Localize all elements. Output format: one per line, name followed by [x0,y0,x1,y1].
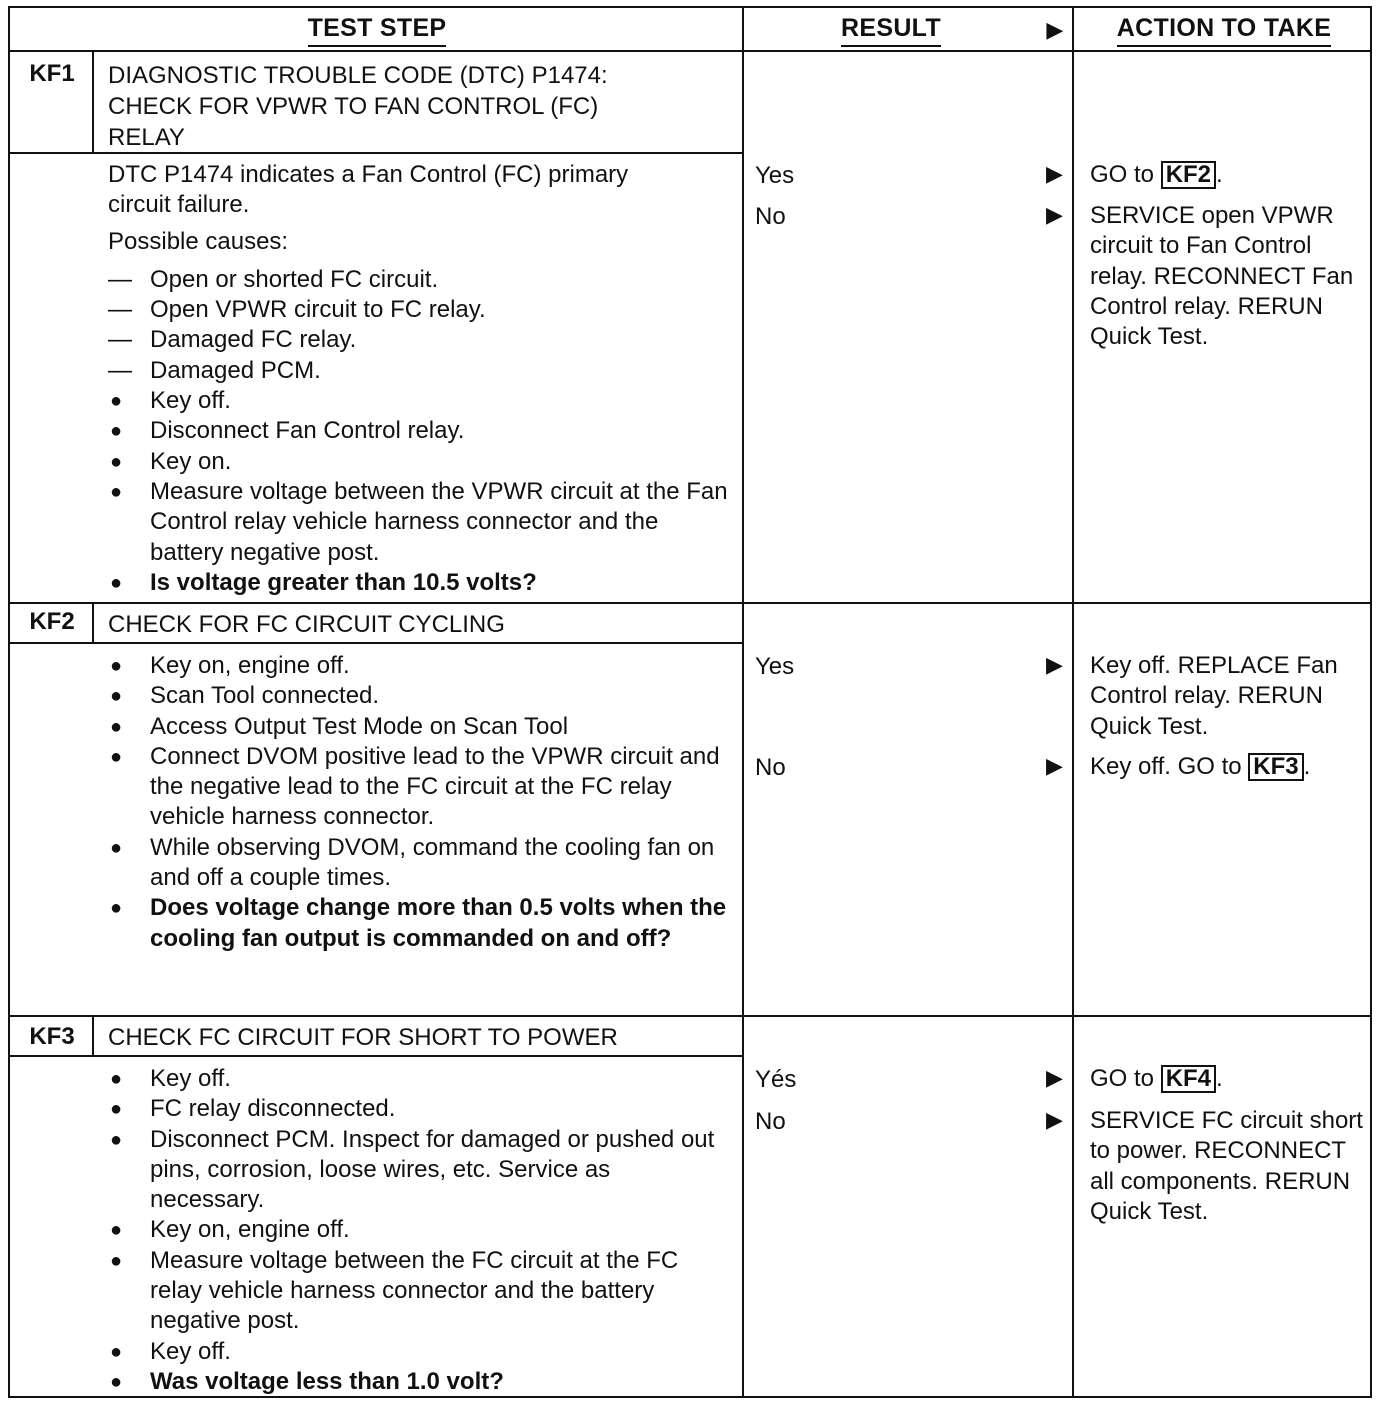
bullet-icon: ● [110,480,123,503]
possible-causes-label: Possible causes: [108,227,289,255]
header-result: RESULT [746,8,1036,52]
bullet-item: ● Key off. [108,1064,728,1094]
title-divider [94,1055,744,1057]
arrow-icon: ▶ [1046,161,1063,186]
column-divider-result [742,8,744,1396]
cause-item: — Open or shorted FC circuit. [108,265,728,295]
bullet-item: ● Disconnect PCM. Inspect for damaged or pushed out pins, corrosion, loose wires, etc. Service as necessary. [110,1125,715,1214]
step-body [108,1064,728,1397]
dash-icon: — [108,265,132,293]
cause-item: — Open VPWR circuit to FC relay. [108,295,728,325]
header-test-step: TEST STEP [10,8,744,52]
bullet-icon: ● [110,420,123,443]
result-yes: Yés [755,1066,797,1093]
arrow-icon: ▶ [1046,652,1063,677]
bullet-item: ● Key off. [108,1337,728,1367]
question-item: ● Was voltage less than 1.0 volt? [108,1367,728,1397]
diagnostic-table [8,6,1372,1398]
cause-item: — Damaged FC relay. [108,325,728,355]
result-yes: Yes [755,162,795,189]
step-divider [10,1015,1370,1017]
arrow-icon: ▶ [1046,753,1063,778]
bullet-item: ● FC relay disconnected. [108,1094,728,1124]
result-no: No [755,1108,786,1135]
step-title: CHECK FOR FC CIRCUIT CYCLING [108,611,505,638]
result-no: No [755,203,786,230]
dash-icon: — [108,356,132,384]
action-yes: GO to KF2 . [1090,161,1223,188]
bullet-list [108,386,728,598]
bullet-item: ● Scan Tool connected. [108,681,728,711]
bullet-icon: ● [110,1098,123,1121]
bullet-icon: ● [110,571,123,594]
arrow-icon: ▶ [1046,1107,1063,1132]
bullet-item: ● Measure voltage between the VPWR circuit at the Fan Control relay vehicle harness connector and the battery negative post. [110,477,728,566]
bullet-item: ● Disconnect Fan Control relay. [108,416,728,446]
bullet-icon: ● [110,897,123,920]
arrow-icon: ▶ [1046,1065,1063,1090]
step-divider [10,602,1370,604]
result-no: No [755,754,786,781]
action-no: SERVICE open VPWR circuit to Fan Control relay. RECONNECT Fan Control relay. RERUN Quick Test. [1090,202,1354,351]
question-item: ● Does voltage change more than 0.5 volts when the cooling fan output is commanded on and off? [110,894,727,952]
bullet-icon: ● [110,685,123,708]
action-yes: Key off. REPLACE Fan Control relay. RERUN Quick Test. [1090,652,1338,740]
bullet-icon: ● [110,1370,123,1393]
header-arrow-icon: ▶ [1046,17,1064,42]
bullet-icon: ● [110,745,123,768]
bullet-icon: ● [110,1340,123,1363]
title-divider [94,642,744,644]
bullet-item: ● Measure voltage between the FC circuit at the FC relay vehicle harness connector and the battery negative post. [110,1246,679,1335]
bullet-item: ● While observing DVOM, command the cooling fan on and off a couple times. [110,833,715,892]
bullet-icon: ● [110,655,123,677]
dash-icon: — [108,296,132,324]
column-divider-action [1072,8,1074,1396]
step-title: DIAGNOSTIC TROUBLE CODE (DTC) P1474: CHECK FOR VPWR TO FAN CONTROL (FC) RELAY [108,62,608,151]
bullet-item: ● Connect DVOM positive lead to the VPWR circuit and the negative lead to the FC circuit at the FC relay vehicle harness connector. [110,742,720,831]
step-ref-kf3[interactable]: KF3 [1248,753,1303,781]
action-no: SERVICE FC circuit short to power. RECONNECT all components. RERUN Quick Test. [1090,1107,1363,1225]
step-body [108,651,728,954]
result-yes: Yes [755,653,795,680]
bullet-icon: ● [110,1249,123,1272]
bullet-item: ● Key on, engine off. [108,1215,728,1245]
step-ref-kf2[interactable]: KF2 [1161,161,1216,189]
step-id: KF1 [29,60,75,87]
step-ref-kf4[interactable]: KF4 [1161,1065,1216,1093]
bullet-icon: ● [110,1128,123,1151]
header-divider [10,50,1370,52]
dash-icon: — [108,326,132,354]
step-id: KF2 [29,608,75,635]
bullet-icon: ● [110,390,123,413]
bullet-item: ● Access Output Test Mode on Scan Tool [108,712,728,742]
step-id: KF3 [29,1023,75,1050]
step-body: DTC P1474 indicates a Fan Control (FC) primary circuit failure. Possible causes: — Open or shorted FC circuit. — Open VPWR circuit to FC relay. — Damaged FC relay. — Damaged PCM. ● Key off. ● Disconnect Fan Control relay. ● Key on. ● Measure voltage between the VPWR circuit at the Fan Control relay vehicle harness connector and the battery negative post. ● Is voltage greater than 10.5 volts? [108,160,728,598]
action-no: Key off. GO to KF3 . [1090,753,1311,780]
bullet-icon: ● [110,1068,123,1090]
arrow-icon: ▶ [1046,202,1063,227]
bullet-icon: ● [110,836,123,859]
bullet-icon: ● [110,450,123,473]
question-item: ● Is voltage greater than 10.5 volts? [108,568,728,598]
bullet-item: ● Key on. [108,447,728,477]
header-action: ACTION TO TAKE [1076,8,1372,52]
bullet-icon: ● [110,1219,123,1242]
bullet-icon: ● [110,715,123,738]
step-title: CHECK FC CIRCUIT FOR SHORT TO POWER [108,1024,618,1051]
causes-list [108,265,728,386]
action-yes: GO to KF4 . [1090,1065,1223,1092]
title-divider [94,152,744,154]
cause-item: — Damaged PCM. [108,356,728,386]
bullet-item: ● Key off. [108,386,728,416]
bullet-item: ● Key on, engine off. [108,651,728,681]
